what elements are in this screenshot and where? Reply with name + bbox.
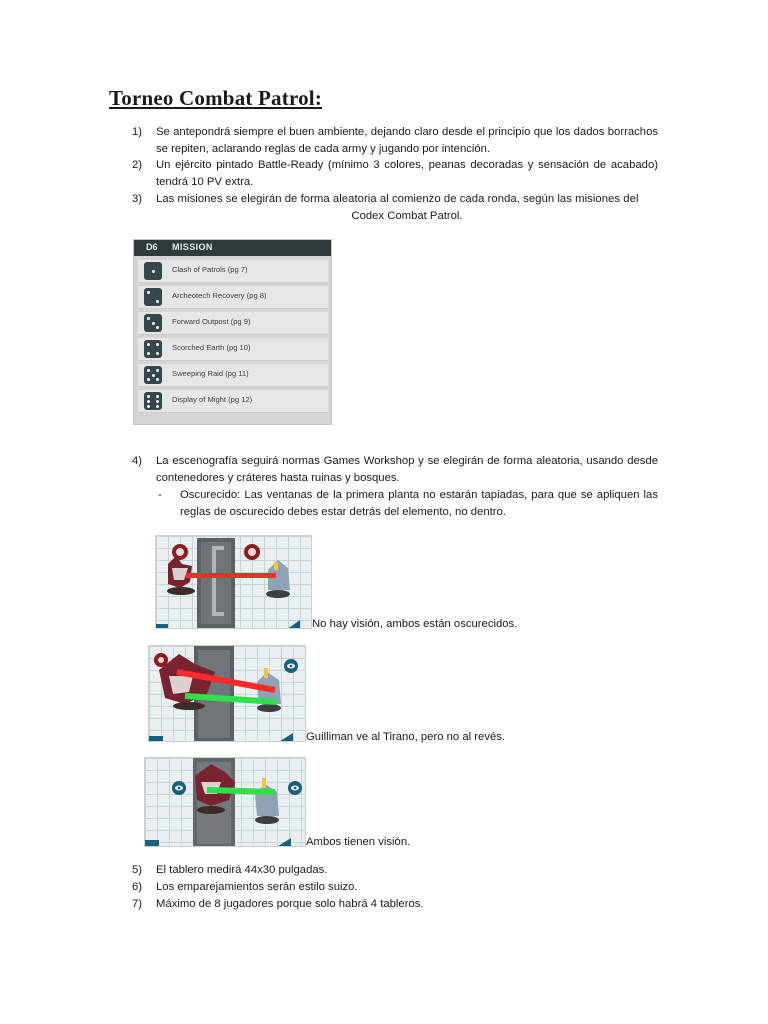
die-5-icon (144, 366, 162, 384)
mission-table-d6-header: D6 (146, 242, 158, 252)
item-1-number: 1) (132, 126, 143, 138)
item-1-text: Se antepondrá siempre el buen ambiente, dejando claro desde el principio que los dados borrachos se repiten, aclarando reglas de cada army y jugando por intención. (156, 126, 658, 155)
board-image-one-way-vision (148, 645, 306, 742)
board-illustration (149, 646, 306, 742)
item-4-number: 4) (132, 455, 143, 467)
board-image-both-vision (144, 757, 306, 847)
mission-row (138, 260, 328, 283)
item-3-text: Las misiones se elegirán de forma aleatoria al comienzo de cada ronda, según las misiones del (156, 193, 639, 205)
guilliman-model (255, 778, 279, 824)
item-3-number: 3) (132, 193, 143, 205)
die-3-icon (144, 314, 162, 332)
item-4-text: La escenografía seguirá normas Games Workshop y se elegirán de forma aleatoria, usando desde contenedores y cráteres hasta ruinas y bosques. (156, 455, 658, 484)
mission-row (138, 390, 328, 413)
mission-name: Clash of Patrols (pg 7) (172, 265, 248, 274)
item-7-text: Máximo de 8 jugadores porque solo habrá 4 tableros. (156, 898, 424, 910)
mission-name: Display of Might (pg 12) (172, 395, 253, 404)
die-1-icon (144, 262, 162, 280)
sightline-blocked (186, 573, 276, 578)
mission-name: Forward Outpost (pg 9) (172, 317, 251, 326)
caption-both-vision: Ambos tienen visión. (306, 836, 411, 848)
item-7-number: 7) (132, 898, 143, 910)
item-2-number: 2) (132, 159, 143, 171)
item-5-number: 5) (132, 864, 143, 876)
mission-row (138, 338, 328, 361)
board-illustration (156, 536, 312, 629)
sub-item-text: Oscurecido: Las ventanas de la primera planta no estarán tapiadas, para que se apliquen las reglas de oscurecido debes estar detrás del elemento, no dentro. (180, 489, 658, 518)
mission-row (138, 312, 328, 335)
caption-no-vision: No hay visión, ambos están oscurecidos. (312, 618, 518, 630)
die-4-icon (144, 340, 162, 358)
mission-row (138, 364, 328, 387)
mission-row (138, 286, 328, 309)
mission-name: Archeotech Recovery (pg 8) (172, 291, 267, 300)
item-5-text: El tablero medirá 44x30 pulgadas. (156, 864, 328, 876)
mission-table-mission-header: MISSION (172, 242, 213, 252)
board-illustration (145, 758, 306, 847)
mission-table-header (134, 240, 331, 256)
item-2-text: Un ejército pintado Battle-Ready (mínimo 3 colores, peanas decoradas y sensación de acabado) tendrá 10 PV extra. (156, 159, 658, 188)
guilliman-model (266, 560, 290, 598)
caption-one-way-vision: Guilliman ve al Tirano, pero no al revés. (306, 731, 506, 743)
item-3-text-line2: Codex Combat Patrol. (351, 210, 463, 222)
die-6-icon (144, 392, 162, 410)
mission-table (133, 239, 332, 425)
board-image-no-vision (155, 535, 312, 629)
item-6-number: 6) (132, 881, 143, 893)
sub-item-dash: - (158, 489, 162, 501)
mission-name: Sweeping Raid (pg 11) (172, 369, 249, 378)
die-2-icon (144, 288, 162, 306)
page-title: Torneo Combat Patrol: (109, 86, 323, 110)
mission-name: Scorched Earth (pg 10) (172, 343, 251, 352)
item-6-text: Los emparejamientos serán estilo suizo. (156, 881, 358, 893)
sightline-visible (207, 790, 275, 792)
